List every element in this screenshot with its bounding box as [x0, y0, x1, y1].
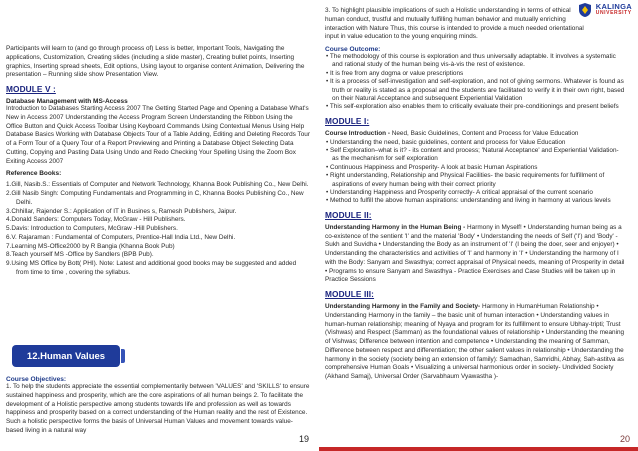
- footer-bar: [319, 447, 638, 451]
- module-v-text: Introduction to Databases Starting Access 2007 The Getting Started Page and Opening a Database What's New in Access 2007 Understanding the Access Program Screen Understanding the Ribbon Using the Office Button and Quick Access Toolbar Using Keyboard Commands Using Contextual Menus Using Help Database Basics Working with Database Objects Tour of a Table Adding, Editing and Deleting Records Tour of a Form Tour of a Query Tour of a Report Previewing and Printing a Database Object Selecting Data Cutting, Copying and Pasting Data Using Undo and Redo Checking Your Spelling Using the Zoom Box Exiting Access 2007: [6, 105, 310, 165]
- intro-paragraph: Participants will learn to (and go through process of) Less is better, Important Tools, Navigating the applications, Customization, Creating slides (including a slide master), Creating bullet points, Inserting graphics, Inserting spread sheets, Edit options, Using layout to organise content Animation, Delivering the presentation – Running slide show Presentation View.: [6, 45, 305, 79]
- list-item: • Right understanding, Relationship and Physical Facilities- the basic requirements for fulfillment of aspirations of every human being with their correct priority: [326, 172, 605, 188]
- module-i-item: Self Exploration–what is it? - its content and process; 'Natural Acceptance' and Experiential Validation- as the mechanism for self exploration: [330, 147, 619, 163]
- module-i-list: [325, 139, 625, 206]
- module-i-intro-text: Need, Basic Guidelines, Content and Process for Value Education: [391, 129, 579, 137]
- outcome-text: It is free from any dogma or value prescriptions: [330, 69, 464, 77]
- module-v-subheading: Database Management with MS-Access: [6, 98, 128, 105]
- right-page: [319, 0, 638, 451]
- reference-books-heading: Reference Books:: [6, 170, 62, 178]
- reference-item: 1.Gill, Nasib.S.: Essentials of Computer and Network Technology, Khanna Book Publishing Co., New Delhi.: [6, 181, 309, 189]
- module-ii-label: Understanding Harmony in the Human Being -: [325, 223, 466, 231]
- list-item: • This self-exploration also enables them to critically evaluate their pre-conditionings and present beliefs: [326, 103, 619, 111]
- list-item: • Self Exploration–what is it? - its content and process; 'Natural Acceptance' and Experiential Validation- as the mechanism for self exploration: [326, 147, 619, 163]
- reference-item: 5.Davis: Introduction to Computers, McGraw -Hill Publishers.: [6, 225, 178, 232]
- outcome-text: It is a process of self-investigation and self-exploration, and not of giving sermons. Whatever is found as truth or reality is stated as a proposal and the students are facilitated to verify it in their own right, based on their Natural Acceptance and subsequent Experiential Validation: [330, 78, 625, 103]
- page-number: 20: [619, 434, 630, 444]
- module-ii-heading: MODULE II:: [325, 209, 372, 220]
- module-i-item: Method to fulfill the above human aspirations: understanding and living in harmony at various levels: [330, 197, 611, 205]
- list-item: • The methodology of this course is exploration and thus universally adaptable. It involves a systematic and rational study of the human being vis-à-vis the rest of existence.: [326, 53, 616, 69]
- outcome-text: The methodology of this course is exploration and thus universally adaptable. It involves a systematic and rational study of the human being vis-à-vis the rest of existence.: [329, 53, 616, 69]
- module-ii-body: Harmony in Myself! • Understanding human being as a co-existence of the sentient 'I' and the material 'Body' • Understanding the needs of Self ('I') and 'Body' - Sukh and Suvidha • Understanding the Body as an instrument of 'I' (I being the doer, seer and enjoyer) • Understanding the characteristics and activities of 'I' and harmony in 'I' • Understanding the harmony of I with the Body: Sanyam and Swasthya; correct appraisal of Physical needs, meaning of Prosperity in detail • Programs to ensure Sanyam and Swasthya - Practice Exercises and Case Studies will be taken up in Practice Sessions: [325, 223, 625, 284]
- course-objectives-heading: Course Objectives:: [6, 376, 67, 383]
- reference-item: 6.V. Rajaraman : Fundamental of Computers, Prentice-Hall India Ltd., New Delhi.: [6, 233, 236, 241]
- objective-3: 3. To highlight plausible implications of such a Holistic understanding in terms of ethical human conduct, trustful and mutually fulfilling human behavior and mutually enriching interaction with Nature Thus, this course is intended to provide a much needed orientational input in value education to the young enquiring minds.: [325, 7, 584, 41]
- list-item: • It is a process of self-investigation and self-exploration, and not of giving sermons. Whatever is found as truth or reality is stated as a proposal and the students are facilitated to verify it in their own right, based on their Natural Acceptance and subsequent Experiential Validation: [326, 78, 625, 103]
- left-page-content: [6, 45, 310, 278]
- module-i-intro-label: Course Introduction -: [325, 129, 390, 137]
- logo-name: KALINGA: [595, 2, 632, 11]
- course-outcome-heading: Course Outcome:: [325, 46, 381, 53]
- list-item: • Continuous Happiness and Prosperity- A look at basic Human Aspirations: [326, 163, 538, 171]
- outcome-text: This self-exploration also enables them to critically evaluate their pre-conditionings and present beliefs: [329, 103, 619, 111]
- module-ii-text: [325, 224, 625, 285]
- list-item: • Method to fulfill the above human aspirations: understanding and living in harmony at various levels: [326, 197, 611, 205]
- module-iii-label: Understanding Harmony in the Family and Society-: [325, 303, 481, 311]
- reference-item: 4.Donald Sanders: Computers Today, McGraw - Hill Publishers.: [6, 216, 186, 224]
- list-item: • Understanding Happiness and Prosperity correctly- A critical appraisal of the current scenario: [326, 189, 593, 197]
- module-i-item: Right understanding, Relationship and Physical Facilities- the basic requirements for fulfillment of aspirations of every human being with their correct priority: [330, 172, 605, 188]
- module-i-item: Understanding the need, basic guidelines, content and process for Value Education: [330, 138, 566, 146]
- reference-item: 3.Chhillar, Rajender S.: Application of IT in Busines s, Ramesh Publishers, Jaipur.: [6, 207, 237, 215]
- list-item: • Understanding the need, basic guidelines, content and process for Value Education: [326, 138, 566, 146]
- logo-subtitle: UNIVERSITY: [595, 10, 632, 16]
- reference-item: 8.Teach yourself MS -Office by Sandlers (BPB Pub).: [6, 251, 154, 259]
- module-i-heading: MODULE I:: [325, 115, 370, 126]
- section-banner: 12.Human Values: [12, 345, 120, 367]
- reference-item: 2.Gill Nasib Singh: Computing Fundamentals and Programming in C, Khanna Books Publishing Co., New Delhi.: [6, 190, 304, 206]
- course-objectives-text: 1. To help the students appreciate the essential complementarily between 'VALUES' and 'SKILLS' to ensure sustained happiness and prosperity, which are the core aspirations of all human beings 2. To facilitate the development of a Holistic perspective among students towards life and profession as well as towards happiness and prosperity based on a correct understanding of the Human reality and the rest of Existence. Such a holistic perspective forms the basis of Universal Human Values and movement towards value-based living in a natural way: [6, 383, 310, 434]
- reference-item: 9.Using MS Office by Bott( PHI). Note: Latest and additional good books may be suggested and added from time to time , covering the syllabus.: [6, 260, 297, 276]
- module-iii-body: Harmony in HumanHuman Relationship • Understanding Harmony in the family – the basic unit of human interaction • Understanding values in human-human relationship; meaning of Nyaya and program for its fulfillment to ensure Ubhay-tripti; Trust (Vishwas) and Respect (Samman) as the foundational values of relationship • Understanding the meaning of Vishwas; Difference between intention and competence • Understanding the meaning of Samman, Difference between respect and differentiation; the other salient values in relationship • Understanding the harmony in the society (society being an extension of family): Samadhan, Samridhi, Abhay, Sah-astitva as comprehensive Human Goals • Visualizing a universal harmonious order in society- Undivided Society (Akhand Samaj), Universal Order (Sarvabhaum Vyawastha )-: [325, 303, 625, 381]
- right-page-content: [325, 7, 625, 382]
- outcome-list: [325, 53, 625, 112]
- module-iii-text: [325, 303, 625, 382]
- reference-item: 7.Learning MS-Office2000 by R Bangia (Khanna Book Pub): [6, 242, 175, 250]
- reference-list: [6, 181, 310, 277]
- module-iii-heading: MODULE III:: [325, 289, 375, 300]
- module-i-intro: [325, 130, 625, 139]
- course-objectives: [6, 376, 310, 436]
- list-item: • It is free from any dogma or value prescriptions: [326, 69, 464, 77]
- module-i-item: Continuous Happiness and Prosperity- A look at basic Human Aspirations: [330, 163, 538, 171]
- module-i-item: Understanding Happiness and Prosperity correctly- A critical appraisal of the current scenario: [330, 189, 593, 197]
- page-number: 19: [298, 434, 309, 444]
- module-v-heading: MODULE V :: [6, 84, 56, 94]
